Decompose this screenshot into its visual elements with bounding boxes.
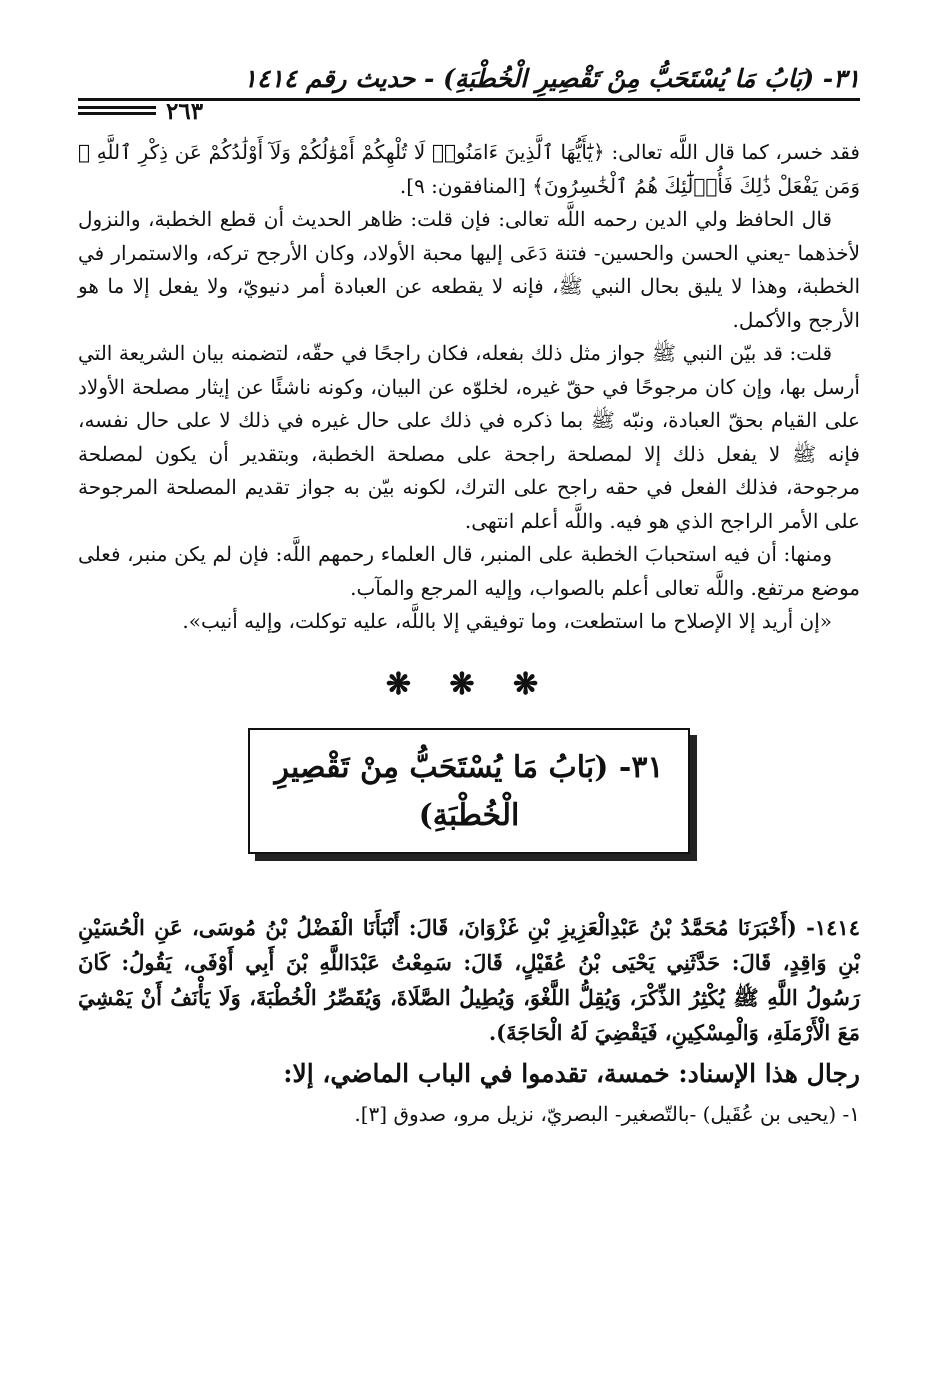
book-page	[78, 60, 860, 1126]
section-separator: ❋ ❋ ❋	[385, 666, 553, 702]
page-body	[78, 136, 860, 1132]
rijal-heading: رجال هذا الإسناد: خمسة، تقدموا في الباب الماضي، إلا:	[283, 1058, 860, 1088]
page-number-rule-bottom	[78, 112, 156, 115]
running-title: ٣١- (بَابُ مَا يُسْتَحَبُّ مِنْ تَقْصِيرِ الْخُطْبَةِ) - حديث رقم ١٤١٤	[243, 64, 860, 93]
paragraph-hafiz-question: قال الحافظ ولي الدين رحمه اللَّه تعالى: فإن قلت: ظاهر الحديث أن قطع الخطبة، والنزول لأخذهما -يعني الحسن والحسين- فتنة دَعَى إليها محبة الأولاد، وكان الأرجح تركه، والاستمرار في الخطبة، وهذا لا يليق بحال النبي ﷺ، فإنه لا يقطعه عن العبادة أمر دنيويّ، ولا يفعل إلا ما هو الأرجح والأكمل.	[78, 207, 860, 332]
paragraph-minbar: ومنها: أن فيه استحبابَ الخطبة على المنبر، قال العلماء رحمهم اللَّه: فإن لم يكن منبر، فعلى موضع مرتفع. واللَّه تعالى أعلم بالصواب، وإليه المرجع والمآب.	[78, 542, 860, 600]
narrator-note: ١- (يحيى بن عُقَيل) -بالتّصغير- البصريّ، نزيل مرو، صدوق [٣].	[354, 1101, 860, 1126]
paragraph-answer: قلت: قد بيّن النبي ﷺ جواز مثل ذلك بفعله، فكان راجحًا في حقّه، لتضمنه بيان الشريعة التي أرسل بها، وإن كان مرجوحًا في حقّ غيره، لخلوّه عن البيان، وكونه ناشئًا عن إيثار مصلحة الأولاد على القيام بحقّ العبادة، ونبّه ﷺ بما ذكره في ذلك على حال غيره في ذلك لا على حال نفسه، فإنه ﷺ لا يفعل ذلك إلا لمصلحة راجحة على مصلحة الخطبة، وبتقدير أن يكون لمصلحة مرجوحة، فذلك الفعل في حقه راجح على الترك، لكونه بيّن به جواز تقديم المصلحة المرجوحة على الأمر الراجح الذي هو فيه. واللَّه أعلم انتهى.	[78, 341, 860, 533]
page-number-rule-top	[78, 106, 156, 109]
page-header	[78, 60, 860, 100]
hadith-text: ١٤١٤- (أَخْبَرَنَا مُحَمَّدُ بْنُ عَبْدِالْعَزِيزِ بْنِ غَزْوَانَ، قَالَ: أَنْبَأَنَا الْفَضْلُ بْنُ مُوسَى، عَنِ الْحُسَيْنِ بْنِ وَاقِدٍ، قَالَ: حَدَّثَنِي يَحْيَى بْنُ عُقَيْلٍ، قَالَ: سَمِعْتُ عَبْدَاللَّهِ بْنَ أَبِي أَوْفَى، يَقُولُ: كَانَ رَسُولُ اللَّهِ ﷺ يُكْثِرُ الذِّكْرَ، وَيُقِلُّ اللَّغْوَ، وَيُطِيلُ الصَّلَاةَ، وَيُقَصِّرُ الْخُطْبَةَ، وَلَا يَأْنَفُ أَنْ يَمْشِيَ مَعَ الْأَرْمَلَةِ، وَالْمِسْكِينِ، فَيَقْضِيَ لَهُ الْحَاجَةَ).	[78, 914, 860, 1045]
page-number: ٢٦٣	[166, 98, 204, 125]
paragraph-quran-quote: فقد خسر، كما قال اللَّه تعالى: ﴿يَٰٓأَيُّهَا ٱلَّذِينَ ءَامَنُوا۟ لَا تُلْهِكُمْ أَمْوَٰلُكُمْ وَلَآ أَوْلَٰدُكُمْ عَن ذِكْرِ ٱللَّهِ ۚ وَمَن يَفْعَلْ ذَٰلِكَ فَأُو۟لَٰٓئِكَ هُمُ ٱلْخَٰسِرُونَ﴾ [المنافقون: ٩].	[78, 140, 860, 198]
chapter-heading-box	[248, 728, 690, 854]
chapter-heading-line1: ٣١- (بَابُ مَا يُسْتَحَبُّ مِنْ تَقْصِيرِ	[274, 749, 664, 785]
chapter-heading-line2: الْخُطْبَةِ)	[418, 797, 520, 833]
paragraph-closing-dua: «إن أريد إلا الإصلاح ما استطعت، وما توفيقي إلا باللَّه، عليه توكلت، وإليه أنيب».	[182, 609, 832, 633]
